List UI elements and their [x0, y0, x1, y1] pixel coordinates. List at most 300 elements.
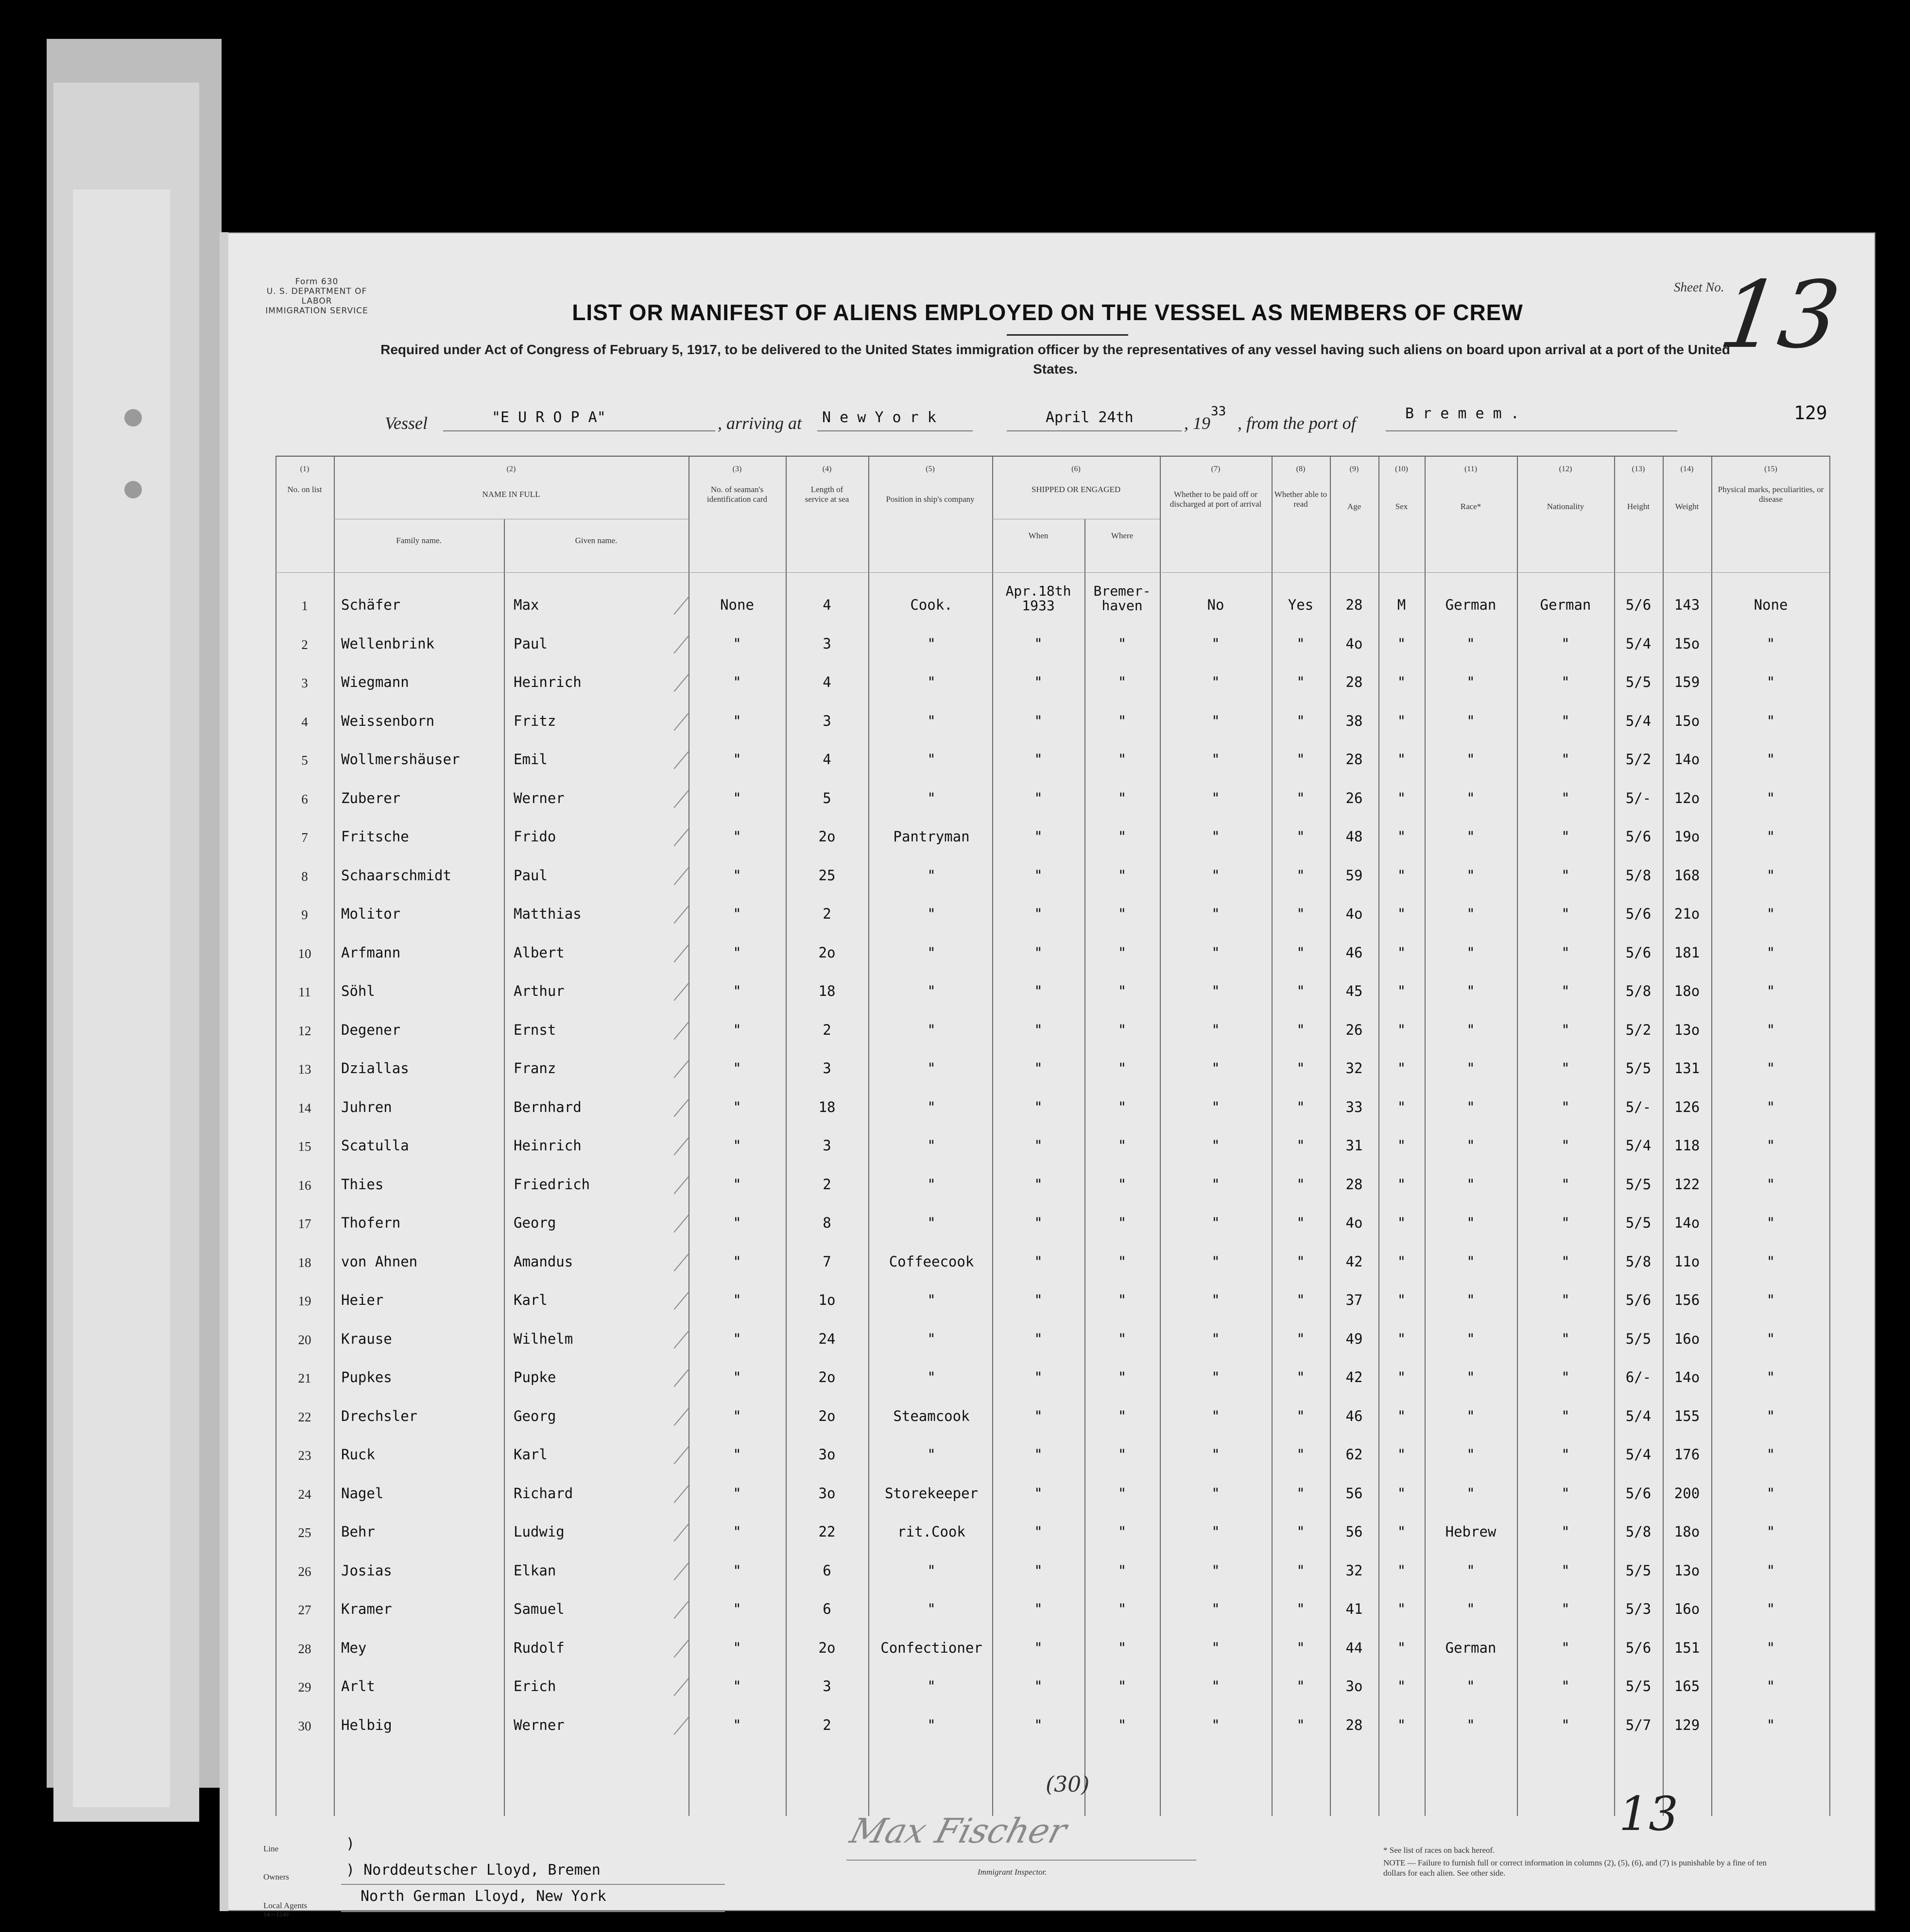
cell-service: 2 — [823, 1716, 831, 1733]
cell-when: " — [1034, 1446, 1043, 1463]
row-number: 29 — [298, 1680, 311, 1694]
header-num-12: (12) — [1559, 465, 1572, 473]
cell-sex: " — [1397, 1716, 1406, 1733]
line-value: ) — [346, 1835, 355, 1852]
cell-height: 5/5 — [1625, 1214, 1652, 1231]
header-shipped-engaged: SHIPPED OR ENGAGED — [1031, 485, 1121, 494]
cell-weight: 122 — [1674, 1176, 1700, 1193]
form-number: Form 630 — [295, 277, 339, 287]
cell-age: 56 — [1345, 1485, 1363, 1502]
row-number: 20 — [298, 1332, 311, 1347]
cell-family: Krause — [341, 1330, 392, 1347]
cell-family: Pupkes — [341, 1369, 392, 1385]
cell-race: " — [1466, 828, 1475, 845]
cell-race: " — [1466, 983, 1475, 999]
cell-nationality: German — [1540, 597, 1591, 613]
line-label: Line — [263, 1844, 279, 1853]
cell-position: " — [927, 712, 936, 729]
cell-service: 18 — [818, 983, 836, 999]
header-paid-off: Whether to be paid off or discharged at port of arrival — [1170, 490, 1262, 509]
cell-age: 46 — [1345, 944, 1363, 961]
cell-weight: 165 — [1674, 1678, 1700, 1694]
header-when: When — [1028, 531, 1049, 540]
cell-position: Cook. — [910, 597, 953, 613]
cell-height: 5/6 — [1625, 828, 1652, 845]
cell-card: " — [733, 712, 741, 729]
cell-read: " — [1296, 983, 1305, 999]
cell-when: " — [1034, 712, 1043, 729]
cell-nationality: " — [1561, 789, 1570, 806]
cell-read: " — [1296, 635, 1305, 652]
cell-card: " — [733, 906, 741, 922]
cell-paid: " — [1211, 1485, 1220, 1502]
cell-age: 48 — [1345, 828, 1363, 845]
row-number: 7 — [301, 830, 308, 845]
cell-position: Pantryman — [893, 828, 970, 845]
cell-race: " — [1466, 1060, 1475, 1077]
header-name-in-full: NAME IN FULL — [482, 490, 540, 499]
cell-card: " — [733, 1601, 741, 1617]
cell-when: " — [1034, 1407, 1043, 1424]
cell-given: Amandus — [514, 1253, 573, 1270]
cell-age: 45 — [1345, 983, 1363, 999]
cell-where: " — [1118, 1137, 1127, 1154]
cell-paid: " — [1211, 1292, 1220, 1308]
cell-marks: " — [1766, 1292, 1775, 1308]
header-num-2: (2) — [506, 465, 516, 473]
cell-service: 3 — [823, 1678, 831, 1694]
cell-height: 5/4 — [1625, 712, 1652, 729]
cell-age: 59 — [1345, 867, 1363, 884]
cell-height: 5/6 — [1625, 1639, 1652, 1656]
cell-where: " — [1118, 635, 1127, 652]
cell-where: " — [1118, 1407, 1127, 1424]
punch-hole — [124, 481, 142, 498]
cell-family: Arfmann — [341, 944, 401, 961]
cell-given: Richard — [514, 1485, 573, 1502]
cell-when: " — [1034, 751, 1043, 768]
cell-paid: " — [1211, 635, 1220, 652]
cell-marks: " — [1766, 1060, 1775, 1077]
cell-given: Matthias — [514, 906, 582, 922]
cell-age: 28 — [1345, 1716, 1363, 1733]
cell-race: " — [1466, 674, 1475, 690]
cell-when: " — [1034, 789, 1043, 806]
cell-family: Helbig — [341, 1716, 392, 1733]
row-number: 5 — [301, 753, 308, 768]
cell-when: " — [1034, 1601, 1043, 1617]
cell-card: " — [733, 1369, 741, 1385]
cell-where: " — [1118, 944, 1127, 961]
cell-position: " — [927, 1562, 936, 1579]
cell-nationality: " — [1561, 1716, 1570, 1733]
voyage-line — [220, 404, 1876, 436]
cell-card: " — [733, 789, 741, 806]
cell-given: Werner — [514, 789, 565, 806]
cell-given: Frido — [514, 828, 556, 845]
cell-position: " — [927, 1601, 936, 1617]
cell-nationality: " — [1561, 1562, 1570, 1579]
cell-paid: " — [1211, 1716, 1220, 1733]
cell-nationality: " — [1561, 1446, 1570, 1463]
cell-height: 5/6 — [1625, 1485, 1652, 1502]
cell-service: 8 — [823, 1214, 831, 1231]
row-number: 25 — [298, 1525, 311, 1540]
cell-paid: " — [1211, 1678, 1220, 1694]
cell-given: Werner — [514, 1716, 565, 1733]
cell-sex: " — [1397, 1214, 1406, 1231]
cell-marks: " — [1766, 1678, 1775, 1694]
cell-age: 49 — [1345, 1330, 1363, 1347]
cell-when: " — [1034, 1369, 1043, 1385]
cell-position: " — [927, 1330, 936, 1347]
cell-position: " — [927, 1214, 936, 1231]
cell-card: " — [733, 1330, 741, 1347]
cell-service: 4 — [823, 674, 831, 690]
cell-read: " — [1296, 1523, 1305, 1540]
cell-height: 5/7 — [1625, 1716, 1652, 1733]
cell-position: " — [927, 635, 936, 652]
cell-read: " — [1296, 1021, 1305, 1038]
cell-paid: " — [1211, 867, 1220, 884]
cell-card: " — [733, 751, 741, 768]
cell-race: " — [1466, 1214, 1475, 1231]
cell-when: " — [1034, 1060, 1043, 1077]
cell-nationality: " — [1561, 1098, 1570, 1115]
cell-weight: 143 — [1674, 597, 1700, 613]
cell-card: " — [733, 828, 741, 845]
cell-age: 28 — [1345, 1176, 1363, 1193]
cell-when: " — [1034, 1214, 1043, 1231]
cell-age: 38 — [1345, 712, 1363, 729]
cell-weight: 15o — [1674, 712, 1700, 729]
agents-underline — [341, 1911, 725, 1912]
cell-position: " — [927, 789, 936, 806]
cell-age: 26 — [1345, 1021, 1363, 1038]
cell-family: Wiegmann — [341, 674, 409, 690]
cell-given: Albert — [514, 944, 565, 961]
cell-service: 3 — [823, 1137, 831, 1154]
header-sex: Sex — [1395, 502, 1408, 511]
cell-age: 42 — [1345, 1253, 1363, 1270]
cell-height: 5/2 — [1625, 1021, 1652, 1038]
cell-sex: " — [1397, 1098, 1406, 1115]
cell-where: " — [1118, 1253, 1127, 1270]
cell-read: " — [1296, 828, 1305, 845]
cell-card: " — [733, 983, 741, 999]
cell-given: Heinrich — [514, 674, 582, 690]
year-suffix: 33 — [1211, 404, 1226, 419]
cell-family: Schäfer — [341, 597, 401, 613]
cell-age: 28 — [1345, 597, 1363, 613]
cell-read: " — [1296, 674, 1305, 690]
cell-card: " — [733, 1523, 741, 1540]
cell-sex: " — [1397, 1021, 1406, 1038]
cell-where: " — [1118, 1060, 1127, 1077]
cell-where: " — [1118, 1485, 1127, 1502]
cell-sex: " — [1397, 1639, 1406, 1656]
total-count: (30) — [1046, 1772, 1090, 1797]
header-age: Age — [1347, 502, 1361, 511]
service-name: IMMIGRATION SERVICE — [265, 306, 368, 316]
cell-given: Ernst — [514, 1021, 556, 1038]
cell-card: " — [733, 674, 741, 690]
cell-family: Söhl — [341, 983, 375, 999]
cell-paid: " — [1211, 1601, 1220, 1617]
cell-card: " — [733, 1639, 741, 1656]
cell-position: " — [927, 674, 936, 690]
cell-paid: " — [1211, 1060, 1220, 1077]
cell-position: " — [927, 1446, 936, 1463]
cell-service: 18 — [818, 1098, 836, 1115]
cell-family: Fritsche — [341, 828, 409, 845]
cell-weight: 159 — [1674, 674, 1700, 690]
cell-nationality: " — [1561, 867, 1570, 884]
sheet-edge — [220, 232, 228, 1911]
cell-given: Rudolf — [514, 1639, 565, 1656]
header-where: Where — [1111, 531, 1134, 540]
cell-weight: 13o — [1674, 1562, 1700, 1579]
cell-family: Thies — [341, 1176, 384, 1193]
cell-given: Ludwig — [514, 1523, 565, 1540]
cell-when: " — [1034, 1176, 1043, 1193]
cell-race: " — [1466, 1407, 1475, 1424]
table-header-rule — [275, 572, 1829, 573]
arriving-underline — [817, 430, 973, 431]
cell-card: " — [733, 1292, 741, 1308]
cell-nationality: " — [1561, 983, 1570, 999]
cell-age: 32 — [1345, 1562, 1363, 1579]
cell-when: Apr.18th 1933 — [1005, 583, 1071, 614]
cell-weight: 126 — [1674, 1098, 1700, 1115]
cell-where: " — [1118, 1446, 1127, 1463]
cell-marks: " — [1766, 1407, 1775, 1424]
cell-family: von Ahnen — [341, 1253, 418, 1270]
cell-height: 5/2 — [1625, 751, 1652, 768]
cell-sex: " — [1397, 751, 1406, 768]
cell-sex: " — [1397, 1562, 1406, 1579]
cell-where: " — [1118, 906, 1127, 922]
cell-sex: " — [1397, 1137, 1406, 1154]
header-num-14: (14) — [1680, 465, 1694, 473]
cell-race: " — [1466, 906, 1475, 922]
from-underline — [1386, 430, 1677, 431]
cell-position: " — [927, 867, 936, 884]
cell-marks: " — [1766, 944, 1775, 961]
row-number: 28 — [298, 1641, 311, 1656]
cell-family: Thofern — [341, 1214, 401, 1231]
row-number: 10 — [298, 946, 311, 961]
cell-when: " — [1034, 867, 1043, 884]
cell-when: " — [1034, 1639, 1043, 1656]
cell-height: 6/- — [1625, 1369, 1652, 1385]
header-able-read: Whether able to read — [1274, 490, 1327, 509]
cell-nationality: " — [1561, 1369, 1570, 1385]
cell-nationality: " — [1561, 828, 1570, 845]
cell-marks: " — [1766, 635, 1775, 652]
cell-paid: " — [1211, 1523, 1220, 1540]
header-num-3: (3) — [732, 465, 742, 473]
cell-read: " — [1296, 1678, 1305, 1694]
cell-height: 5/6 — [1625, 1292, 1652, 1308]
cell-nationality: " — [1561, 635, 1570, 652]
row-number: 2 — [301, 637, 308, 652]
cell-service: 2o — [818, 1639, 836, 1656]
cell-given: Samuel — [514, 1601, 565, 1617]
cell-height: 5/5 — [1625, 1060, 1652, 1077]
cell-sex: " — [1397, 828, 1406, 845]
cell-weight: 176 — [1674, 1446, 1700, 1463]
cell-when: " — [1034, 1137, 1043, 1154]
cell-marks: " — [1766, 1639, 1775, 1656]
manifest-footer — [220, 1772, 1876, 1918]
cell-paid: " — [1211, 1639, 1220, 1656]
cell-position: " — [927, 1716, 936, 1733]
cell-read: " — [1296, 1176, 1305, 1193]
header-seaman-card: No. of seaman's identification card — [706, 485, 768, 504]
cell-where: " — [1118, 1330, 1127, 1347]
cell-given: Heinrich — [514, 1137, 582, 1154]
cell-age: 3o — [1345, 1678, 1363, 1694]
cell-family: Wellenbrink — [341, 635, 435, 652]
cell-family: Ruck — [341, 1446, 375, 1463]
cell-card: " — [733, 1214, 741, 1231]
cell-nationality: " — [1561, 1678, 1570, 1694]
cell-family: Juhren — [341, 1098, 392, 1115]
cell-where: " — [1118, 1214, 1127, 1231]
row-number: 3 — [301, 676, 308, 690]
header-num-4: (4) — [822, 465, 832, 473]
inspector-signature: Max Fischer — [846, 1811, 1071, 1851]
cell-height: 5/8 — [1625, 1523, 1652, 1540]
cell-read: " — [1296, 1716, 1305, 1733]
cell-height: 5/8 — [1625, 1253, 1652, 1270]
cell-where: " — [1118, 712, 1127, 729]
header-given-name: Given name. — [575, 536, 618, 545]
cell-card: " — [733, 1485, 741, 1502]
cell-paid: " — [1211, 1021, 1220, 1038]
cell-weight: 181 — [1674, 944, 1700, 961]
header-num-7: (7) — [1211, 465, 1221, 473]
arrival-date: April 24th — [1046, 409, 1134, 426]
cell-family: Wollmershäuser — [341, 751, 460, 768]
cell-race: German — [1445, 1639, 1497, 1656]
cell-weight: 14o — [1674, 1369, 1700, 1385]
cell-position: " — [927, 983, 936, 999]
cell-read: " — [1296, 1446, 1305, 1463]
cell-marks: " — [1766, 751, 1775, 768]
row-number: 14 — [298, 1100, 311, 1115]
header-num-8: (8) — [1296, 465, 1306, 473]
cell-card: " — [733, 1098, 741, 1115]
cell-nationality: " — [1561, 1601, 1570, 1617]
cell-position: Confectioner — [880, 1639, 982, 1656]
cell-service: 2 — [823, 906, 831, 922]
cell-nationality: " — [1561, 944, 1570, 961]
cell-service: 2o — [818, 1407, 836, 1424]
cell-nationality: " — [1561, 1639, 1570, 1656]
cell-position: " — [927, 1137, 936, 1154]
cell-nationality: " — [1561, 906, 1570, 922]
cell-card: " — [733, 1446, 741, 1463]
cell-sex: " — [1397, 1523, 1406, 1540]
cell-age: 44 — [1345, 1639, 1363, 1656]
penalty-note: NOTE — Failure to furnish full or correct information in columns (2), (5), (6), and (7) is punishable by a fine of ten dollars for each alien. See other side. — [1383, 1858, 1767, 1878]
cell-paid: No — [1207, 597, 1224, 613]
row-number: 27 — [298, 1603, 311, 1617]
cell-family: Degener — [341, 1021, 401, 1038]
cell-read: " — [1296, 751, 1305, 768]
row-number: 9 — [301, 907, 308, 922]
cell-age: 26 — [1345, 789, 1363, 806]
cell-marks: " — [1766, 983, 1775, 999]
cell-height: 5/6 — [1625, 597, 1652, 613]
cell-age: 31 — [1345, 1137, 1363, 1154]
cell-marks: " — [1766, 1485, 1775, 1502]
row-number: 22 — [298, 1409, 311, 1424]
handwritten-sheet-number: 13 — [1619, 1787, 1679, 1841]
cell-read: " — [1296, 1562, 1305, 1579]
header-no-on-list: No. on list — [287, 485, 322, 494]
cell-sex: " — [1397, 635, 1406, 652]
cell-nationality: " — [1561, 1214, 1570, 1231]
cell-given: Karl — [514, 1292, 548, 1308]
cell-where: " — [1118, 1098, 1127, 1115]
row-number: 17 — [298, 1216, 311, 1231]
cell-paid: " — [1211, 712, 1220, 729]
table-top-rule — [275, 456, 1829, 457]
cell-nationality: " — [1561, 1292, 1570, 1308]
cell-sex: " — [1397, 789, 1406, 806]
header-num-13: (13) — [1632, 465, 1645, 473]
cell-weight: 19o — [1674, 828, 1700, 845]
cell-where: " — [1118, 1562, 1127, 1579]
row-number: 24 — [298, 1487, 311, 1502]
cell-when: " — [1034, 906, 1043, 922]
row-number: 6 — [301, 791, 308, 806]
cell-marks: " — [1766, 1330, 1775, 1347]
cell-marks: " — [1766, 1562, 1775, 1579]
header-height: Height — [1627, 502, 1650, 511]
cell-paid: " — [1211, 751, 1220, 768]
cell-marks: " — [1766, 789, 1775, 806]
cell-paid: " — [1211, 1176, 1220, 1193]
arriving-label: , arriving at — [718, 413, 802, 433]
cell-where: " — [1118, 983, 1127, 999]
cell-marks: " — [1766, 1446, 1775, 1463]
cell-sex: " — [1397, 1678, 1406, 1694]
cell-where: " — [1118, 674, 1127, 690]
cell-paid: " — [1211, 1330, 1220, 1347]
cell-service: 6 — [823, 1601, 831, 1617]
cell-read: " — [1296, 1253, 1305, 1270]
row-number: 26 — [298, 1564, 311, 1579]
row-number: 4 — [301, 714, 308, 729]
cell-service: 24 — [818, 1330, 836, 1347]
cell-race: " — [1466, 751, 1475, 768]
cell-service: 2o — [818, 828, 836, 845]
cell-weight: 129 — [1674, 1716, 1700, 1733]
cell-given: Karl — [514, 1446, 548, 1463]
cell-given: Bernhard — [514, 1098, 582, 1115]
cell-height: 5/- — [1625, 1098, 1652, 1115]
cell-service: 4 — [823, 751, 831, 768]
cell-given: Pupke — [514, 1369, 556, 1385]
vessel-underline — [443, 430, 715, 431]
manifest-sheet — [220, 232, 1876, 1918]
cell-weight: 13o — [1674, 1021, 1700, 1038]
cell-race: " — [1466, 944, 1475, 961]
